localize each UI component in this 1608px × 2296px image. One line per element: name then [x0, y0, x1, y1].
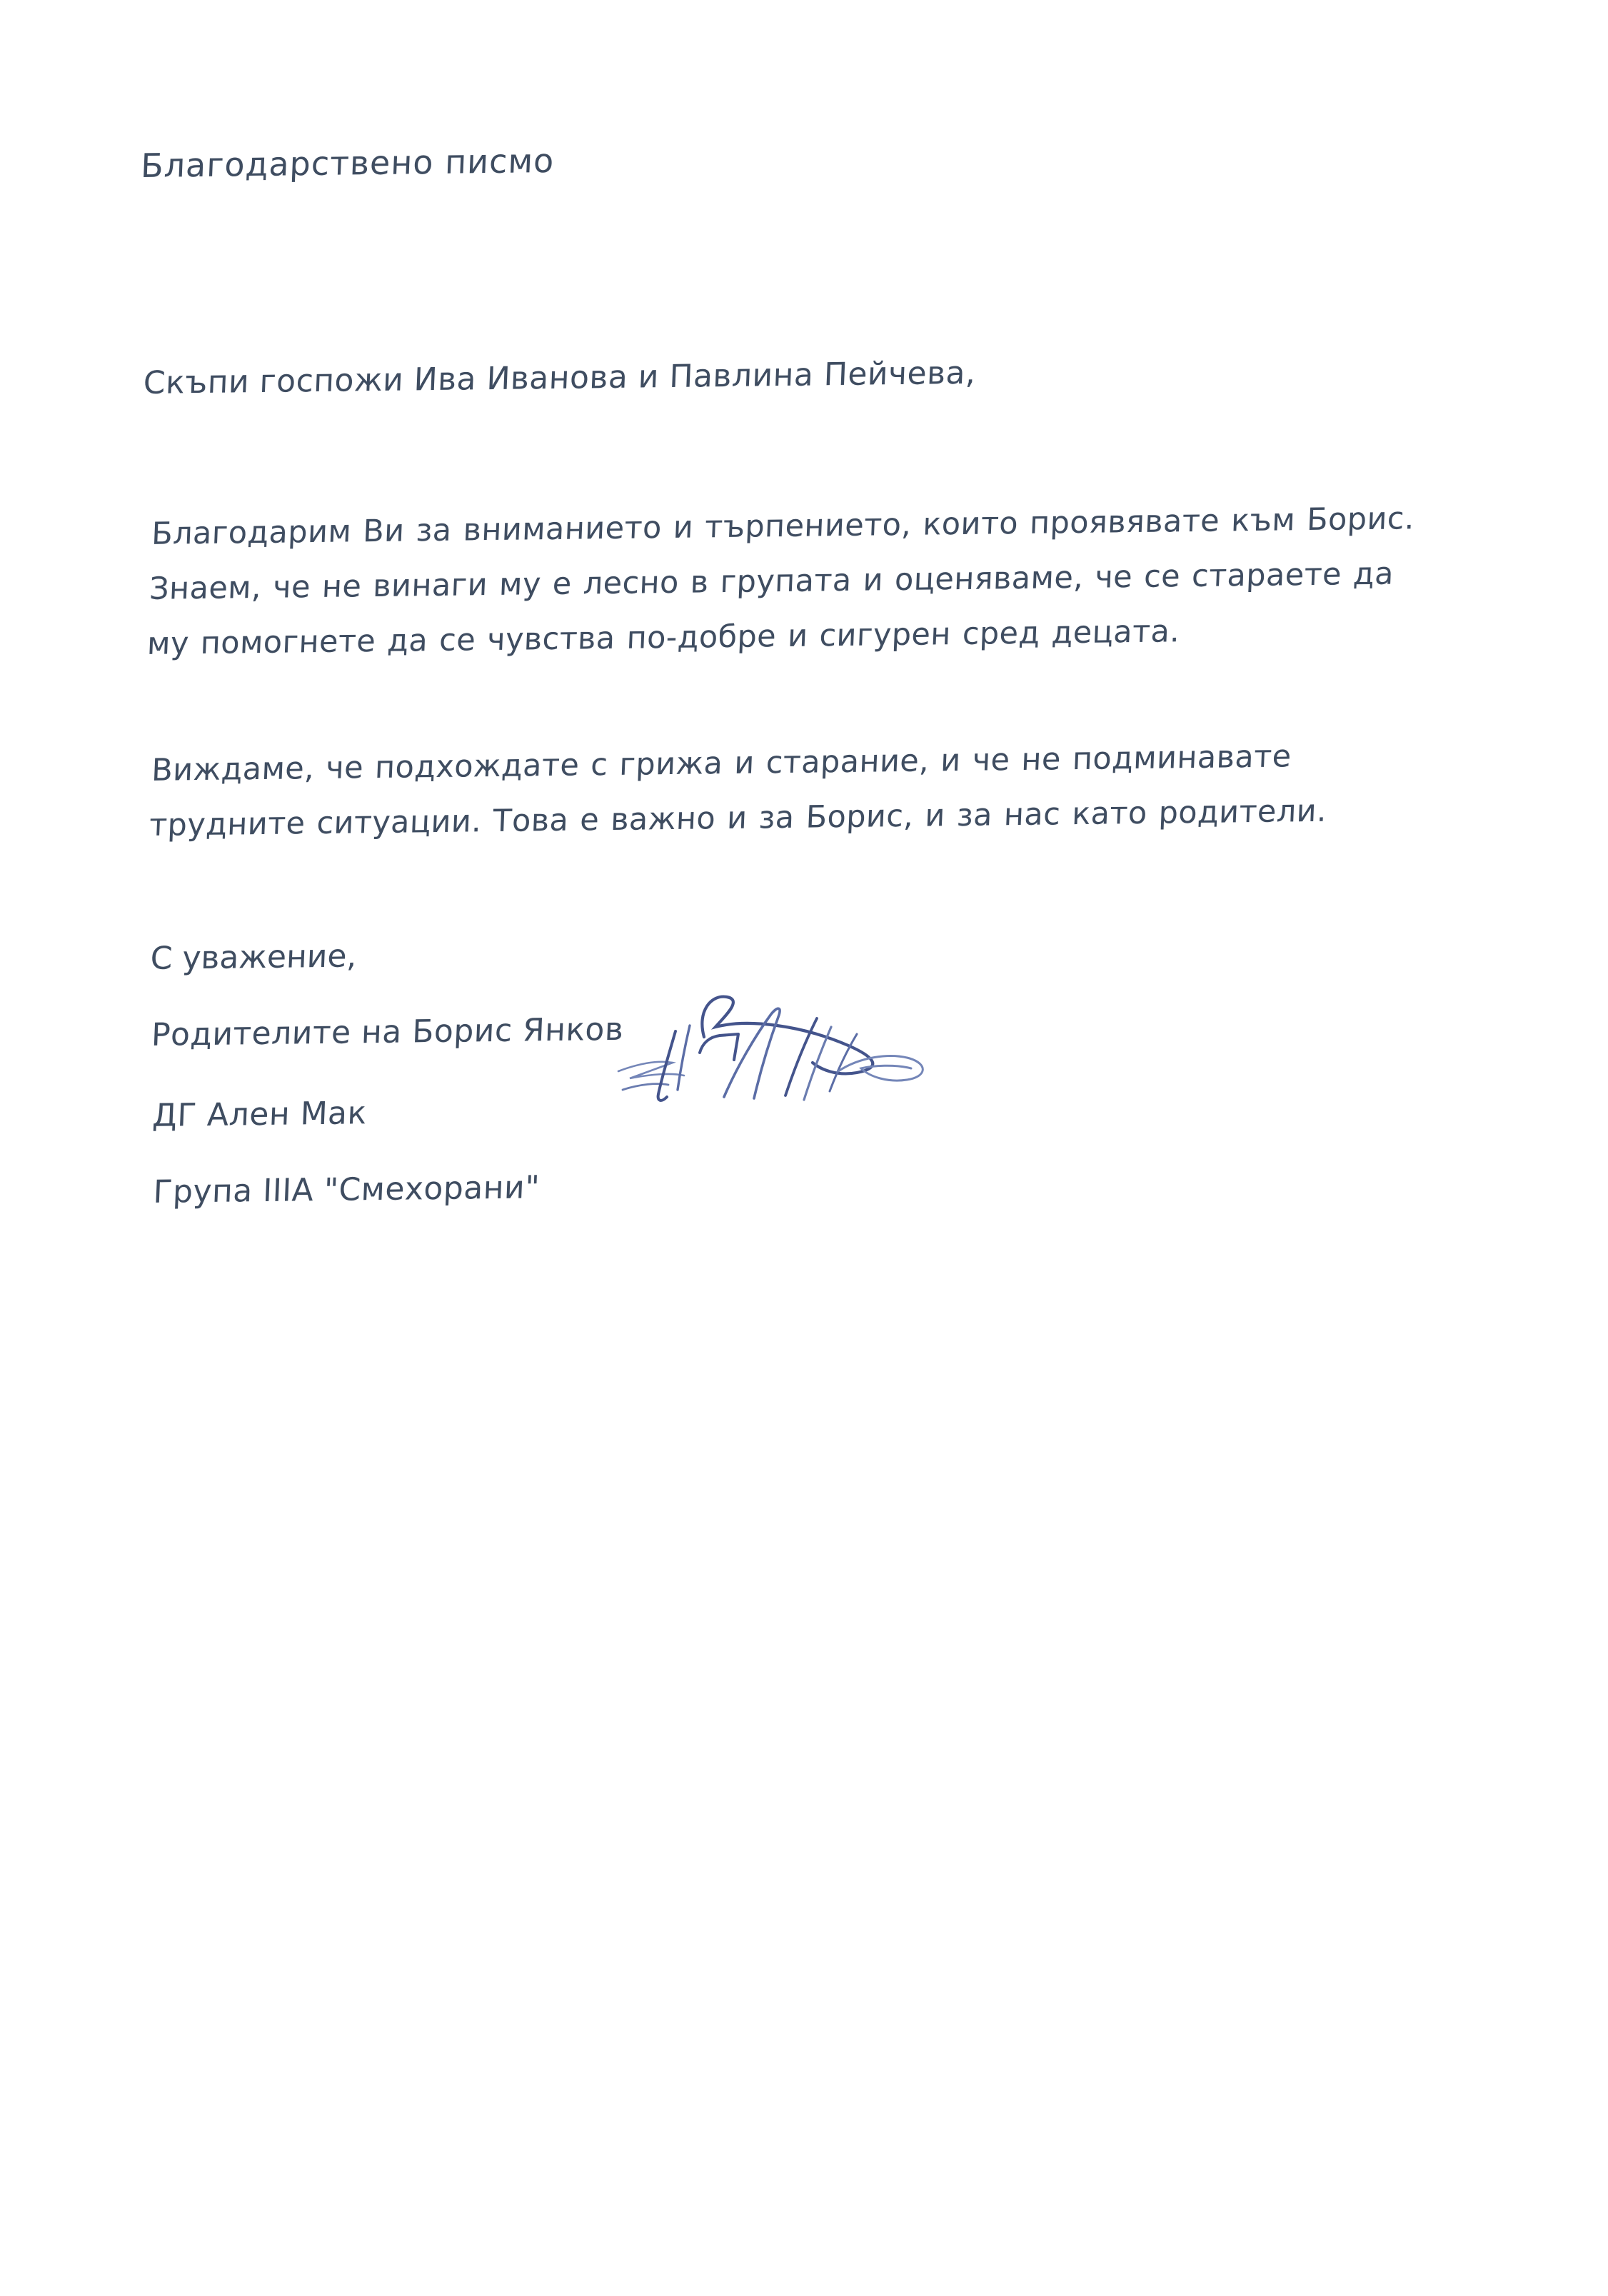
- letter-title: Благодарствено писмо: [140, 141, 556, 185]
- body-paragraph-1: Благодарим Ви за вниманието и търпението, които проявявате към Борис. Знаем, че не винаги му е лесно в групата и оценяваме, че се стараете да му помогнете да се чувства по-добре и сигурен сред децата.: [146, 501, 1415, 662]
- closing-line: С уважение,: [149, 938, 358, 977]
- signoff-kindergarten: ДГ Ален Мак: [151, 1095, 368, 1134]
- signoff-parents: Родителите на Борис Янков: [151, 1011, 625, 1053]
- signoff-group: Група IIIA "Смехорани": [152, 1169, 541, 1210]
- salutation-line: Скъпи госпожи Ива Иванова и Павлина Пейчева,: [142, 354, 977, 401]
- letter-content: [138, 0, 1431, 1210]
- body-paragraph-2: Виждаме, че подхождате с грижа и старание, и че не подминавате трудните ситуации. Това е важно и за Борис, и за нас като родители.: [149, 738, 1328, 843]
